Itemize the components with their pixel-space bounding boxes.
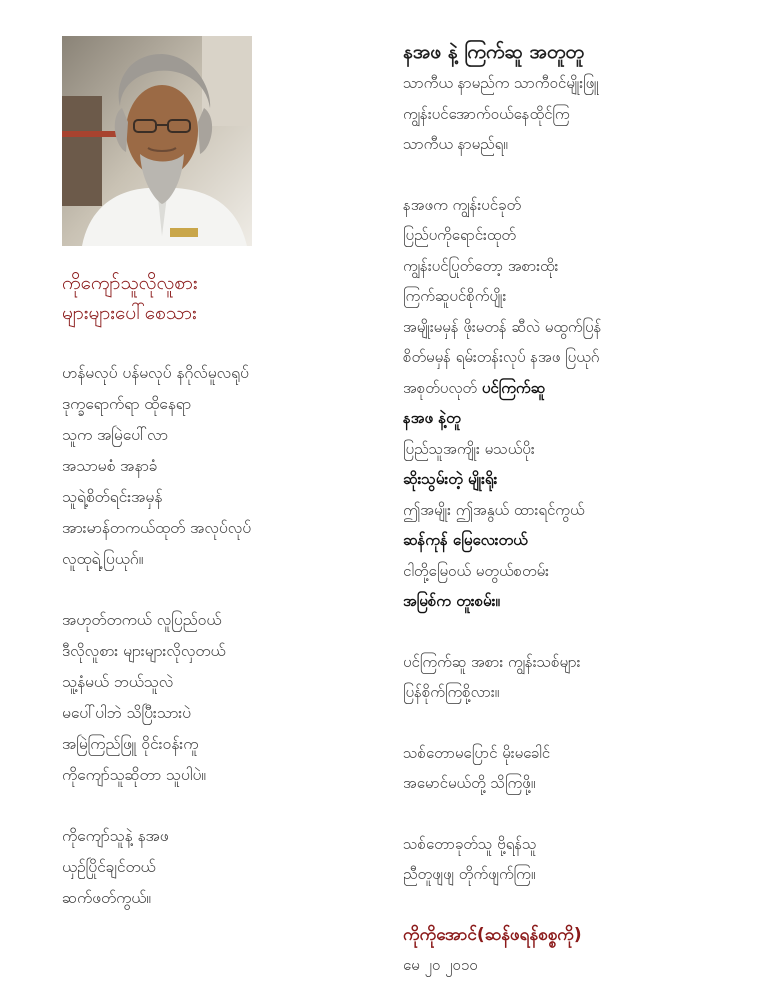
poem-line: အသာမစံ အနာခံ bbox=[62, 457, 158, 475]
poem-line: ပြည်ပကိုရောင်းထုတ် bbox=[403, 226, 516, 244]
poem-line-bold: ဆိုးသွမ်းတဲ့ မျိုးရိုး bbox=[403, 470, 498, 488]
poem-line-bold: ဆန်ကုန် မြေလေးတယ် bbox=[403, 531, 528, 549]
poem-line: ဒီလိုလူစား များများလိုလှတယ် bbox=[62, 642, 226, 660]
poem-line: ကျွန်းပင်အောက်ဝယ်နေထိုင်ကြ bbox=[403, 104, 570, 123]
author-signature: ကိုကိုအောင်(ဆန်ဖရန်စစ္စကို) bbox=[403, 924, 582, 945]
poem-line: ဒုက္ခရောက်ရာ ထိုနေရာ bbox=[62, 395, 192, 413]
poem-line: အမောင်မယ်တို့ သိကြဖို့။ bbox=[403, 774, 536, 792]
poem-line: ကြက်ဆူပင်စိုက်ပျိုး bbox=[403, 287, 507, 305]
poem-line: သစ်တောမပြောင် မိုးမခေါင် bbox=[403, 743, 551, 762]
right-poem bbox=[403, 38, 733, 980]
poem-line: ယှဉ်ပြိုင်ချင်တယ် bbox=[62, 858, 156, 876]
poem-line: လူထုရဲ့ပြယုဂ်။ bbox=[62, 550, 144, 568]
poem-line-bold: နအဖ နဲ့တူ bbox=[403, 409, 461, 427]
poem-line: သူ့နံမယ် ဘယ်သူလဲ bbox=[62, 673, 174, 691]
left-stanza-3 bbox=[62, 821, 382, 914]
left-stanza-1 bbox=[62, 358, 382, 575]
poem-line: ကျွန်းပင်ပြုတ်တော့ အစားထိုး bbox=[403, 256, 559, 275]
poem-line: အဟုတ်တကယ် လူပြည်ဝယ် bbox=[62, 611, 222, 629]
left-heading bbox=[62, 268, 382, 328]
poem-line: ဤအမျိုး ဤအနွယ် ထားရင်ကွယ် bbox=[403, 500, 585, 519]
left-heading-line-1: ကိုကျော်သူလိုလူစား bbox=[62, 272, 198, 294]
poem-line: နအဖက ကျွန်းပင်ခုတ် bbox=[403, 195, 522, 214]
poem-line: မပေါ်ပါဘဲ သိပြီးသားပဲ bbox=[62, 704, 191, 722]
poem-line: ပင်ကြက်ဆူ အစား ကျွန်းသစ်များ bbox=[403, 652, 581, 671]
right-stanza-4 bbox=[403, 738, 733, 799]
poem-line: သူရဲ့စိတ်ရင်းအမှန် bbox=[62, 488, 163, 506]
poem-line: သစ်တောခုတ်သူ ဗို့ရန်သူ bbox=[403, 834, 537, 853]
poem-line: ညီတူဖျဖျ တိုက်ဖျက်ကြ။ bbox=[403, 865, 536, 883]
portrait-photo bbox=[62, 36, 252, 246]
poem-line-bold: အမြစ်က တူးစမ်း။ bbox=[403, 592, 500, 610]
portrait-illustration bbox=[62, 36, 252, 246]
poem-date: မေ ၂၀ ၂၀၁၀ bbox=[403, 955, 478, 974]
poem-line: အမြဲကြည်ဖြူ ဝိုင်းဝန်းကူ bbox=[62, 735, 199, 753]
poem-line: ကိုကျော်သူဆိုတာ သူပါပဲ။ bbox=[62, 766, 206, 784]
left-poem bbox=[62, 268, 382, 914]
poem-line: ဟန်မလုပ် ပန်မလုပ် နဂိုလ်မူလရုပ် bbox=[62, 364, 249, 382]
poem-line: သူက အမြဲပေါ်လာ bbox=[62, 426, 168, 444]
poem-line: စိတ်မမှန် ရမ်းတန်းလုပ် နအဖ ပြယုဂ် bbox=[403, 348, 600, 366]
right-poem-title: နအဖ နဲ့ ကြက်ဆူ အတူတူ bbox=[403, 41, 584, 63]
poem-line: ဆက်ဖတ်ကွယ်။ bbox=[62, 889, 152, 907]
right-stanza-3 bbox=[403, 647, 733, 708]
poem-line: အမျိုးမမှန် ဖိုးမတန် ဆီလဲ မထွက်ပြန် bbox=[403, 317, 602, 336]
poem-line: ပြန်စိုက်ကြစို့လား။ bbox=[403, 683, 500, 701]
right-stanza-5 bbox=[403, 829, 733, 890]
poem-line: အားမာန်တကယ်ထုတ် အလုပ်လုပ် bbox=[62, 519, 252, 537]
right-stanza-1 bbox=[403, 68, 733, 160]
poem-line: အစုတ်ပလုတ် ပင်ကြက်ဆူ bbox=[403, 378, 546, 397]
poem-line: သာကီယ နာမည်က သာကီဝင်မျိုးဖြူ bbox=[403, 74, 599, 92]
poem-line: ကိုကျော်သူနဲ့ နအဖ bbox=[62, 827, 169, 845]
left-heading-line-2: များများပေါ်စေသား bbox=[62, 302, 197, 324]
poem-line: ငါတို့မြေဝယ် မတွယ်စတမ်း bbox=[403, 561, 549, 580]
poem-line: သာကီယ နာမည်ရ။ bbox=[403, 135, 508, 153]
left-stanza-2 bbox=[62, 605, 382, 791]
poem-bold-phrase: ပင်ကြက်ဆူ bbox=[481, 378, 546, 397]
right-stanza-2 bbox=[403, 190, 733, 617]
poem-line: ပြည်သူအကျိုး မသယ်ပိုး bbox=[403, 439, 535, 458]
